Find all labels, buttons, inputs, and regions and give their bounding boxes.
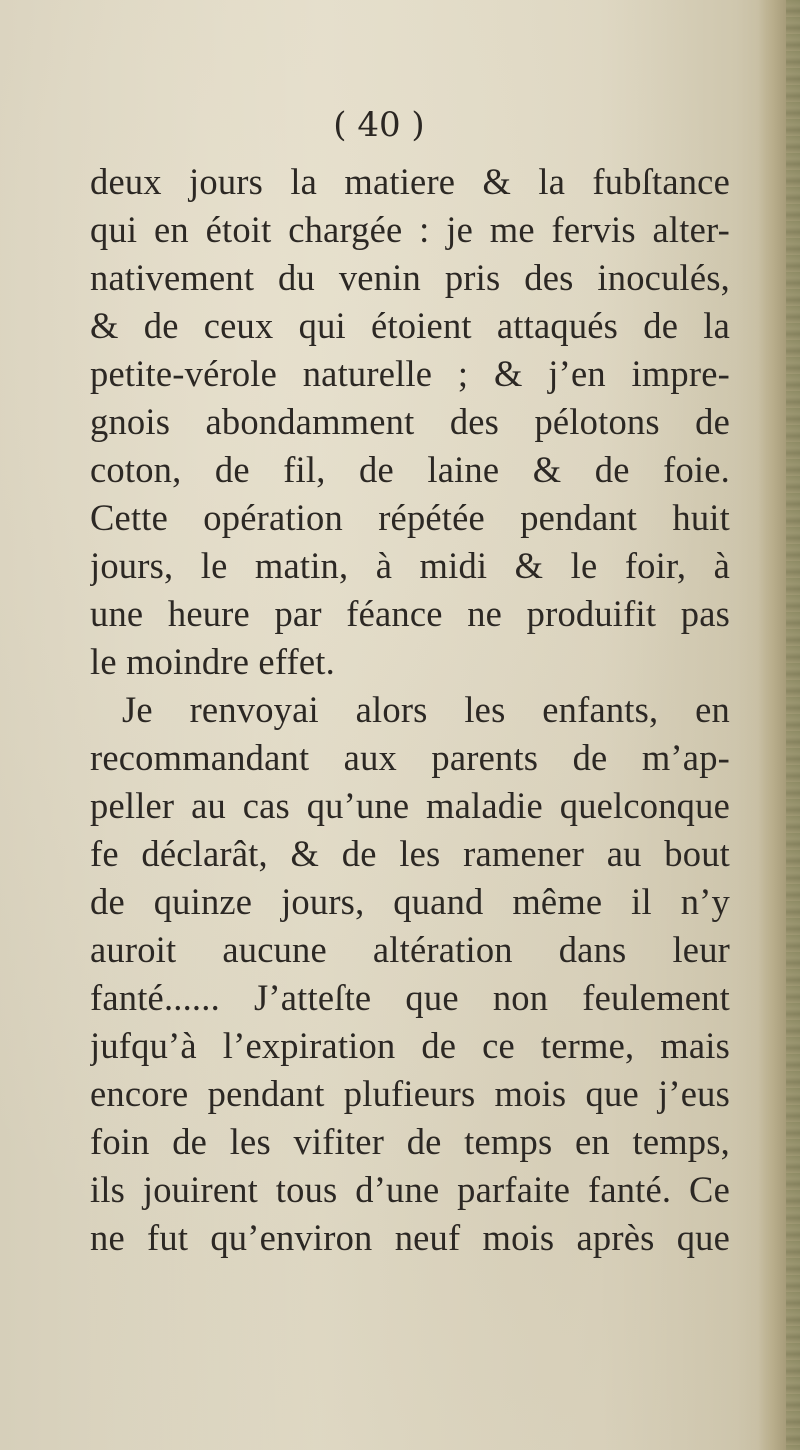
text-line: Cette opération répétée pendant huit — [90, 497, 730, 538]
text-line: peller au cas qu’une maladie quelconque — [90, 785, 730, 826]
page-edge-shadow — [758, 0, 800, 1450]
text-line: de quinze jours, quand même il n’y — [90, 881, 730, 922]
text-line: Je renvoyai alors les enfants, en — [122, 689, 730, 730]
text-line: coton, de fil, de laine & de foie. — [90, 449, 730, 490]
text-line: gnois abondamment des pélotons de — [90, 401, 730, 442]
text-line: ils jouirent tous d’une parfaite fanté. Ce — [90, 1169, 730, 1210]
text-line: nativement du venin pris des inoculés, — [90, 257, 730, 298]
text-line: une heure par féance ne produifit pas — [90, 593, 730, 634]
text-line: ne fut qu’environ neuf mois après que — [90, 1217, 730, 1258]
text-line: le moindre effet. — [90, 641, 335, 682]
page-number: ( 40 ) — [333, 105, 425, 145]
text-line: auroit aucune altération dans leur — [90, 929, 730, 970]
text-line: jufqu’à l’expiration de ce terme, mais — [90, 1025, 730, 1066]
text-line: jours, le matin, à midi & le foir, à — [90, 545, 730, 586]
body-text — [90, 158, 730, 1262]
text-line: fanté...... J’atteſte que non feulement — [90, 977, 730, 1018]
text-line: encore pendant plufieurs mois que j’eus — [90, 1073, 730, 1114]
text-line: recommandant aux parents de m’ap- — [90, 737, 730, 778]
text-line: petite-vérole naturelle ; & j’en impre- — [90, 353, 730, 394]
text-line: deux jours la matiere & la fubſtance — [90, 161, 730, 202]
text-line: fe déclarât, & de les ramener au bout — [90, 833, 730, 874]
text-line: qui en étoit chargée : je me fervis alter- — [90, 209, 730, 250]
text-line: & de ceux qui étoient attaqués de la — [90, 305, 730, 346]
text-line: foin de les vifiter de temps en temps, — [90, 1121, 730, 1162]
